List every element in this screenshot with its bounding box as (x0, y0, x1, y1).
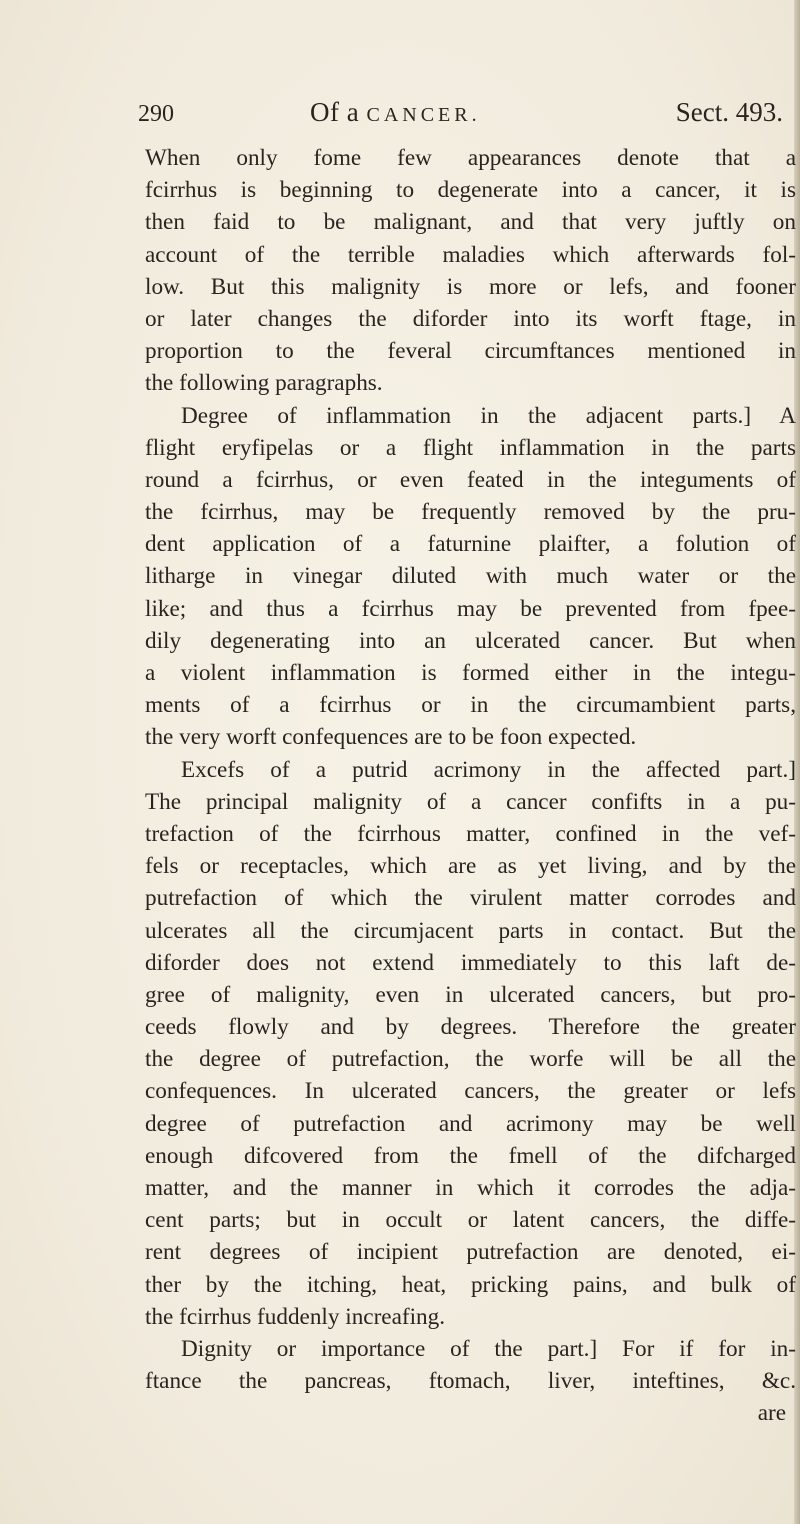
text-line: a violent inflammation is formed either in the integu- (145, 660, 796, 686)
text-line: rent degrees of incipient putrefaction are denoted, ei- (145, 1239, 796, 1266)
text-line: diforder does not extend immediately to this laft de- (145, 949, 796, 976)
text-line: fels or receptacles, which are as yet living, and by the (145, 853, 796, 880)
text-line: degree of putrefaction and acrimony may be well (145, 1110, 796, 1137)
text-line: the degree of putrefaction, the worfe will be all the (145, 1046, 796, 1073)
text-line: ments of a fcirrhus or in the circumambient parts, (145, 692, 796, 719)
text-line: account of the terrible maladies which afterwards fol- (145, 241, 796, 268)
text-line: gree of malignity, even in ulcerated cancers, but pro- (145, 981, 796, 1008)
text-line: dent application of a faturnine plaifter, a folution of (145, 531, 796, 558)
text-line: the fcirrhus, may be frequently removed by the pru- (145, 499, 796, 526)
text-line: When only fome few appearances denote that a (145, 145, 796, 171)
text-line: ulcerates all the circumjacent parts in contact. But the (145, 917, 796, 944)
text-line: ceeds flowly and by degrees. Therefore the greater (145, 1014, 796, 1041)
text-line: the following paragraphs. (145, 370, 383, 397)
text-line: confequences. In ulcerated cancers, the greater or lefs (145, 1078, 796, 1105)
catchword: are (757, 1400, 786, 1427)
text-line: Excefs of a putrid acrimony in the affected part.] (181, 756, 796, 783)
running-title-start: Of a (310, 97, 367, 127)
body-text (145, 142, 796, 1430)
text-line: Degree of inflammation in the adjacent parts.] A (181, 402, 796, 429)
text-line: cent parts; but in occult or latent cancers, the diffe- (145, 1207, 796, 1234)
text-line: proportion to the feveral circumftances mentioned in (145, 338, 796, 365)
text-line: or later changes the diforder into its worft ftage, in (145, 305, 796, 332)
running-title (310, 97, 481, 128)
text-line: round a fcirrhus, or even feated in the integuments of (145, 466, 796, 493)
text-line: the very worft confequences are to be foon expected. (145, 724, 637, 751)
section-reference: Sect. 493. (675, 97, 783, 127)
running-title-caps: CANCER. (366, 104, 481, 126)
text-line: dily degenerating into an ulcerated cancer. But when (145, 627, 796, 654)
text-line: enough difcovered from the fmell of the difcharged (145, 1142, 796, 1169)
running-header (138, 97, 793, 137)
text-line: The principal malignity of a cancer confifts in a pu- (145, 788, 796, 815)
text-line: like; and thus a fcirrhus may be prevented from fpee- (145, 595, 796, 622)
text-line: trefaction of the fcirrhous matter, confined in the vef- (145, 820, 796, 847)
text-line: then faid to be malignant, and that very juftly on (145, 209, 796, 236)
text-line: ftance the pancreas, ftomach, liver, inteftines, &c. (145, 1368, 796, 1395)
text-line: Dignity or importance of the part.] For if for in- (181, 1335, 796, 1362)
page-number: 290 (138, 101, 174, 127)
text-line: litharge in vinegar diluted with much water or the (145, 563, 796, 590)
text-line: fcirrhus is beginning to degenerate into a cancer, it is (145, 177, 796, 204)
text-line: ther by the itching, heat, pricking pains, and bulk of (145, 1271, 796, 1298)
text-line: flight eryfipelas or a flight inflammation in the parts (145, 434, 796, 461)
text-line: matter, and the manner in which it corrodes the adja- (145, 1175, 796, 1201)
text-line: putrefaction of which the virulent matter corrodes and (145, 885, 796, 912)
text-line: the fcirrhus fuddenly increafing. (145, 1303, 446, 1330)
text-line: low. But this malignity is more or lefs, and fooner (145, 273, 796, 300)
